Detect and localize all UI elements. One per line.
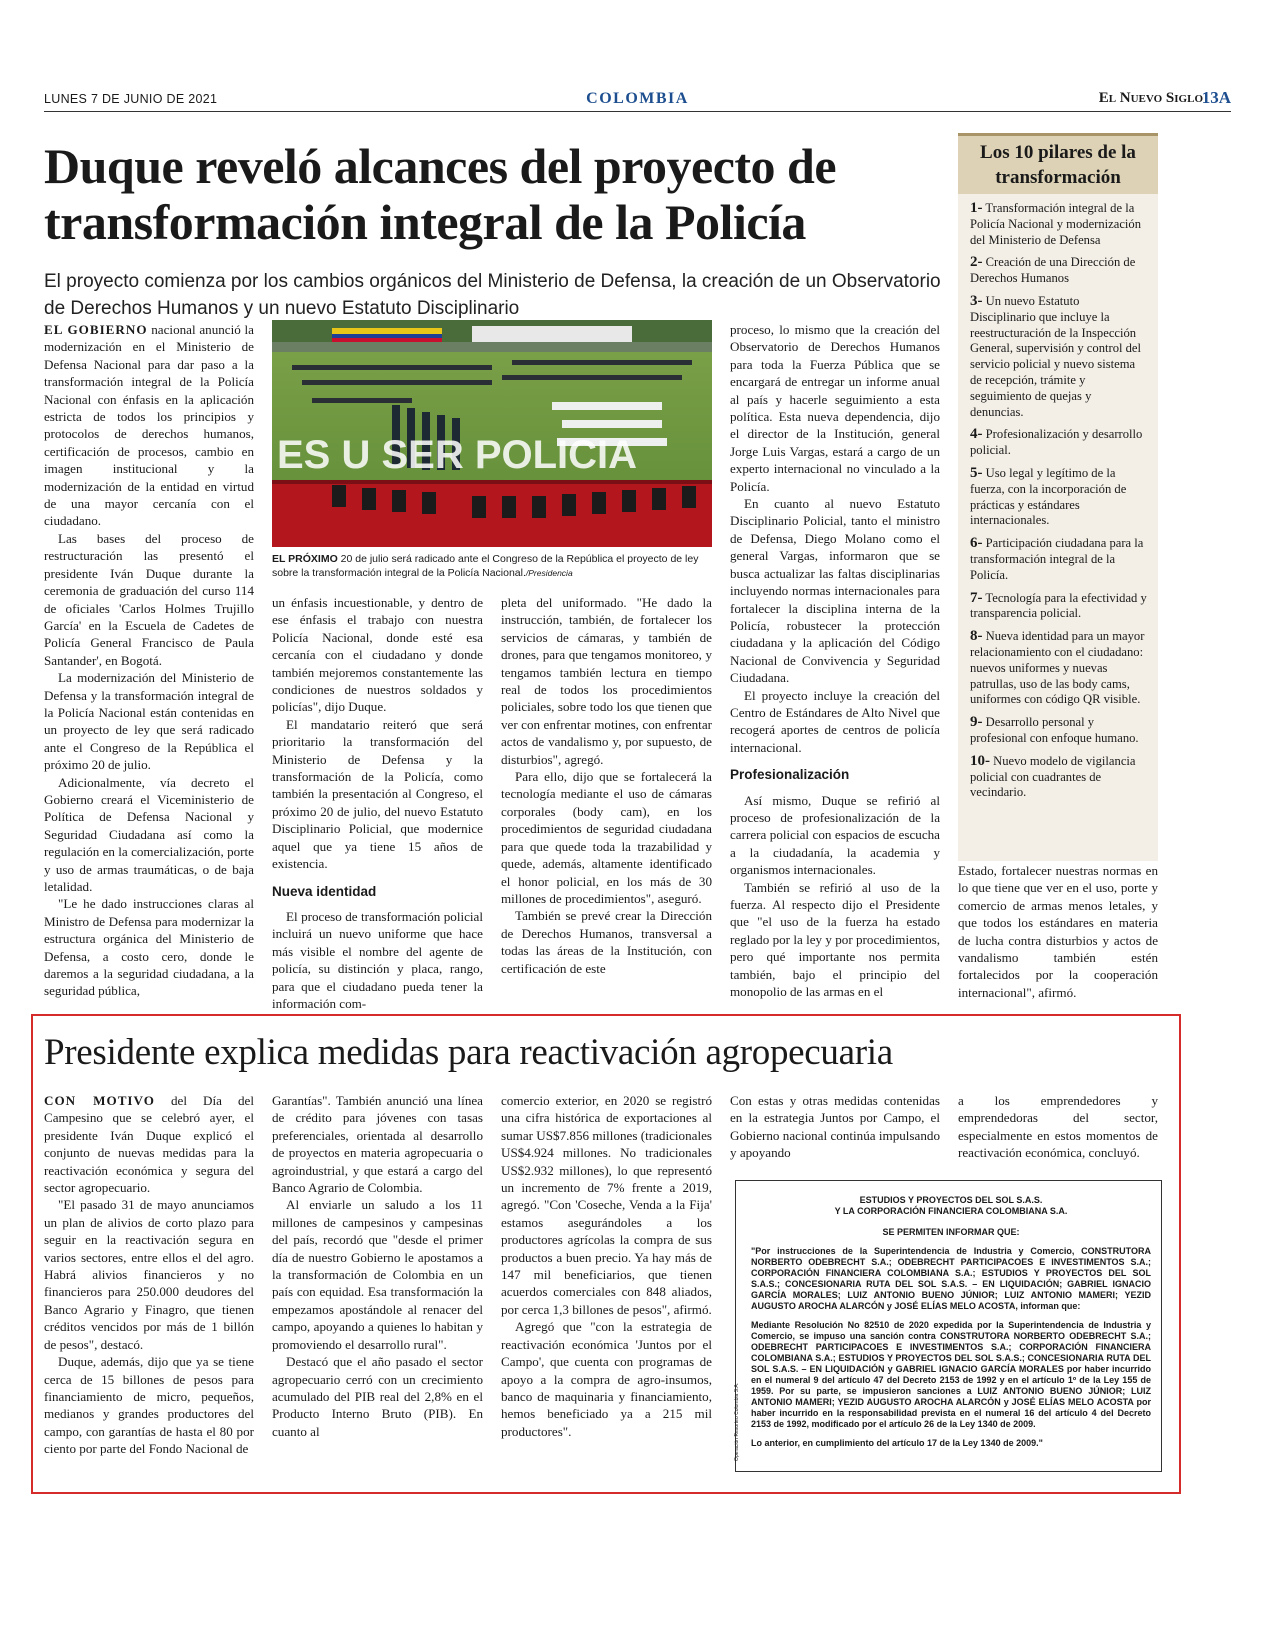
paragraph: También se prevé crear la Dirección de Derechos Humanos, transversal a todas las áreas de la Institución, con certificación de este	[501, 908, 712, 976]
paragraph: También se refirió al uso de la fuerza. Al respecto dijo el Presidente que "el uso de la fuerza ha estado reglado por la ley y por procedimientos, pero qué importante nos permita también, bajo el principio del monopolio de las armas en el	[730, 879, 940, 1000]
article-column-2	[272, 594, 483, 1012]
paragraph: La modernización del Ministerio de Defensa y la transformación integral de la Policía Nacional están contenidas en un proyecto de ley que será radicado ante el Congreso de la República el próximo 20 de julio.	[44, 670, 254, 773]
lead-word: EL GOBIERNO	[44, 322, 148, 337]
pillar-number: 2-	[970, 254, 983, 271]
paragraph: del Día del Campesino que se celebró ayer, el presidente Iván Duque explicó el conjunto de nuevas medidas para la reactivación económica y segura del sector agropecuario.	[44, 1093, 255, 1196]
pillar-number: 6-	[970, 535, 983, 552]
pillar-number: 1-	[970, 200, 983, 216]
paragraph: proceso, lo mismo que la creación del Observatorio de Derechos Humanos para toda la Fuerza Pública que se encargará de entregar un informe anual al país y hacerle seguimiento a esta política. Esta nueva dependencia, dijo el director de la Institución, general Jorge Luis Vargas, estará a cargo de un experto internacional no vinculado a la Policía.	[730, 322, 940, 494]
article2-column-3	[501, 1092, 712, 1440]
paragraph: un énfasis incuestionable, y dentro de ese énfasis el trabajo con nuestra Policía Nacional, donde esté esa cercanía con el ciudadano y donde también mejoremos constantemente las condiciones de nuestros soldados y policías", dijo Duque.	[272, 595, 483, 715]
subheading: Profesionalización	[730, 767, 850, 783]
pillar-text: Uso legal y legítimo de la fuerza, con la incorporación de prácticas y estándares internacionales.	[970, 465, 1127, 528]
notice-vertical-text: Operación Resorteo Colombia S.A.	[734, 1382, 740, 1461]
photo-credit: /Presidencia	[525, 568, 573, 578]
pillar-item	[970, 255, 1148, 287]
pillar-item	[970, 754, 1148, 801]
pillar-text: Nuevo modelo de vigilancia policial con cuadrantes de vecindario.	[970, 753, 1136, 800]
paragraph: pleta del uniformado. "He dado la instrucción, también, de fortalecer los servicios de cámaras, y también de drones, para que tengamos monitoreo, y tengamos también lectura en tiempo real de todos los procedimientos policiales, sobre todo los que tienen que ver con enfrentar motines, con enfrentar actos de vandalismo y, por supuesto, de disturbios", agregó.	[501, 595, 712, 767]
pillar-text: Profesionalización y desarrollo policial.	[970, 427, 1143, 458]
pillar-text: Desarrollo personal y profesional con enfoque humano.	[970, 715, 1139, 745]
article-column-3	[501, 594, 712, 977]
pillar-number: 4-	[970, 426, 983, 443]
pillar-item	[970, 427, 1148, 459]
notice-heading: Y LA CORPORACIÓN FINANCIERA COLOMBIANA S.A.	[834, 1206, 1068, 1216]
paragraph: Las bases del proceso de restructuración las presentó el presidente Iván Duque durante la ceremonia de graduación del curso 114 de oficiales 'Carlos Holmes Trujillo García' en la Escuela de Cadetes de Policía General Francisco de Paula Santander', en Bogotá.	[44, 530, 254, 668]
ceremony-photo	[272, 320, 712, 547]
lead-word: CON MOTIVO	[44, 1093, 155, 1108]
paragraph: En cuanto al nuevo Estatuto Disciplinario Policial, tanto el ministro de Defensa, Diego Molano como el general Vargas, informaron que se busca actualizar las faltas disciplinarias incluyendo normas internacionales para fortalecer la disciplina interna de la Policía, robustecer la protección ciudadana y la aplicación del Código Nacional de Convivencia y Seguridad Ciudadana.	[730, 496, 940, 686]
notice-subheading: SE PERMITEN INFORMAR QUE:	[882, 1227, 1020, 1237]
paragraph: Así mismo, Duque se refirió al proceso de profesionalización de la carrera policial con espacios de escucha a la ciudadanía, la academia y organismos internacionales.	[730, 792, 940, 878]
newspaper-brand: El Nuevo Siglo	[1098, 90, 1203, 106]
section-name: COLOMBIA	[586, 90, 689, 107]
paragraph: Para ello, dijo que se fortalecerá la tecnología mediante el uso de cámaras corporales (body cam), en los procedimientos de seguridad ciudadana para que quede toda la trazabilidad y quede, además, altamente identificado el honor policial, en los más de 30 millones de procedimientos", aseguró.	[501, 769, 712, 906]
paragraph: "El pasado 31 de mayo anunciamos un plan de alivios de corto plazo para seguir en la reactivación segura en varios sectores, entre ellos el del agro. Habrá alivios financieros y no financieros para 250.000 deudores del Banco Agrario y Finagro, que tienen créditos vencidos por más de 1 billón de pesos", destacó.	[44, 1197, 254, 1352]
legal-notice	[735, 1180, 1162, 1472]
pillar-number: 3-	[970, 292, 983, 309]
article-headline: Duque reveló alcances del proyecto de transformación integral de la Policía	[44, 138, 837, 250]
subheading: Nueva identidad	[272, 883, 377, 899]
paragraph: Adicionalmente, vía decreto el Gobierno creará el Viceministerio de Política de Defensa Nacional y Seguridad Ciudadana así como la regulación en la comercialización, porte y uso de armas traumáticas, o de baja letalidad.	[44, 774, 254, 894]
pillar-text: Un nuevo Estatuto Disciplinario que incluye la reestructuración de la Inspección General, supervisión y control del servicio policial y nuevo sistema de recepción, trámite y seguimiento de quejas y denuncias.	[970, 293, 1142, 419]
caption-lead: EL PRÓXIMO	[272, 553, 338, 565]
paragraph: El proceso de transformación policial incluirá un nuevo uniforme que hace más visible el nombre del agente de policía, su distinción y placa, rango, para que el ciudadano pueda tener la información com-	[272, 908, 483, 1011]
paragraph: nacional anunció la modernización en el Ministerio de Defensa Nacional para dar paso a la transformación integral de la Policía Nacional con énfasis en la aplicación estricta de todos los principios y protocolos de derechos humanos, certificación de procesos, cambio en imagen institucional y la modernización de la entidad en virtud de una mayor cercanía con el ciudadano.	[44, 322, 254, 529]
paragraph: Agregó que "con la estrategia de reactivación económica 'Juntos por el Campo', que cuenta con programas de apoyo a la compra de agro-insumos, banco de maquinaria y financiamiento, hemos beneficiado ya a 215 mil productores".	[501, 1319, 712, 1439]
caption-text: 20 de julio será radicado ante el Congreso de la República el proyecto de ley sobre la transformación integral de la Policía Nacional.	[272, 553, 699, 579]
article2-column-5	[958, 1092, 1158, 1162]
page-number: 13A	[1201, 88, 1231, 107]
paragraph: Al enviarle un saludo a los 11 millones de campesinos y campesinas del país, recordó que "desde el primer día de nuestro Gobierno le apostamos a la transformación de Colombia en un país con equidad. Esa transformación la empezamos apostándole al renacer del campo, apoyando a quienes lo habitan y promoviendo el desarrollo rural".	[272, 1197, 483, 1352]
header-rule	[44, 111, 1231, 112]
paragraph: El proyecto incluye la creación del Centro de Estándares de Alto Nivel que recogerá aportes de centros de policía internacional.	[730, 687, 940, 755]
photo-caption	[272, 552, 712, 580]
pillar-number: 8-	[970, 628, 983, 645]
notice-paragraph: "Por instrucciones de la Superintendencia de Industria y Comercio, CONSTRUTORA NORBERTO ODEBRECHT S.A.; ODEBRECHT PARTICIPACOES E INVESTIMENTOS S.A.; CORPORACIÓN FINANCIERA COLOMBIANA S.A.; ESTUDIOS Y PROYECTOS DEL SOL S.A.S.; CONCESIONARIA RUTA DEL SOL S.A.S. – EN LIQUIDACIÓN; GABRIEL IGNACIO GARCÍA MORALES; LUIZ ANTONIO BUENO JÚNIOR; LUIZ ANTONIO MAMERI; YEZID AUGUSTO AROCHA ALARCÓN y JOSÉ ELÍAS MELO ACOSTA, informan que:	[751, 1246, 1151, 1311]
pillar-item	[970, 629, 1148, 708]
pillar-text: Participación ciudadana para la transformación integral de la Policía.	[970, 536, 1144, 582]
pillar-text: Nueva identidad para un mayor relacionamiento con el ciudadano: nuevos uniformes y nuevas patrullas, uso de las body cams, uniformes con código QR visible.	[970, 629, 1145, 707]
photo-lettering: ES U SER POLICIA	[277, 433, 638, 477]
article-column-5	[958, 862, 1158, 1001]
pillar-item	[970, 715, 1148, 747]
pillar-item	[970, 294, 1148, 420]
article2-headline: Presidente explica medidas para reactivación agropecuaria	[44, 1032, 893, 1073]
pillar-item	[970, 591, 1148, 623]
paragraph: Garantías". También anunció una línea de crédito para jóvenes con tasas preferenciales, orientada al desarrollo de proyectos en materia agropecuaria o agroindustrial, y que estará a cargo del Banco Agrario de Colombia.	[272, 1093, 483, 1196]
pillar-number: 5-	[970, 464, 983, 481]
issue-date: LUNES 7 DE JUNIO DE 2021	[44, 92, 218, 106]
pillar-text: Creación de una Dirección de Derechos Humanos	[970, 255, 1136, 286]
paragraph: Duque, además, dijo que ya se tiene cerca de 15 billones de pesos para financiamiento de micro, pequeños, medianos y grandes productores del campo, con garantías de hasta el 80 por ciento por parte del Fondo Nacional de	[44, 1354, 254, 1457]
paragraph: "Le he dado instrucciones claras al Ministro de Defensa para modernizar la estructura orgánica del Ministerio de Defensa, a costo cero, donde le daremos a la seguridad ciudadana, a la seguridad pública,	[44, 896, 254, 999]
pillar-number: 9-	[970, 714, 983, 731]
article-column-1	[44, 321, 254, 1000]
pillar-number: 7-	[970, 589, 983, 606]
pillar-text: Tecnología para la efectividad y transparencia policial.	[970, 590, 1147, 621]
notice-paragraph: Mediante Resolución No 82510 de 2020 expedida por la Superintendencia de Industria y Comercio, se impuso una sanción contra CONSTRUTORA NORBERTO ODEBRECHT S.A.; ODEBRECHT PARTICIPACOES E INVESTIMENTOS S.A.; CORPORACIÓN FINANCIERA COLOMBIANA S.A.; ESTUDIOS Y PROYECTOS DEL SOL S.A.S.; CONCESIONARIA RUTA DEL SOL S.A.S. – EN LIQUIDACIÓN y GABRIEL IGNACIO GARCÍA MORALES por haber incurrido en el numeral 9 del artículo 47 del Decreto 2153 de 1992 y en el artículo 1º de la Ley 155 de 1959. Por su parte, se impusieron sanciones a LUIZ ANTONIO BUENO JÚNIOR; LUIZ ANTONIO MAMERI; YEZID AUGUSTO AROCHA ALARCÓN y JOSÉ ELÍAS MELO ACOSTA por haber incurrido en la responsabilidad prevista en el numeral 16 del artículo 4 del Decreto 2153 de 1992, modificado por el artículo 26 de la Ley 1340 de 2009.	[751, 1320, 1151, 1429]
paragraph: El mandatario reiteró que será prioritario la transformación del Ministerio de Defensa y la transformación de la Policía, como también la presentación al Congreso, el próximo 20 de julio, del nuevo Estatuto Disciplinario Policial, que modernice aquel que ya tiene 15 años de existencia.	[272, 716, 483, 872]
pillar-number: 10-	[970, 752, 990, 769]
pillars-sidebar	[958, 133, 1158, 861]
article-column-4	[730, 321, 940, 1000]
article2-column-2	[272, 1092, 483, 1440]
paragraph: Con estas y otras medidas contenidas en la estrategia Juntos por Campo, el Gobierno nacional continúa impulsando y apoyando	[730, 1093, 940, 1161]
pillar-item	[970, 536, 1148, 583]
pillar-text: Transformación integral de la Policía Nacional y modernización del Ministerio de Defensa	[970, 201, 1142, 247]
article-deck: El proyecto comienza por los cambios orgánicos del Ministerio de Defensa, la creación de un Observatorio de Derechos Humanos y un nuevo Estatuto Disciplinario	[44, 271, 941, 319]
article2-column-4	[730, 1092, 940, 1162]
notice-heading: ESTUDIOS Y PROYECTOS DEL SOL S.A.S.	[859, 1195, 1043, 1205]
paragraph: a los emprendedores y emprendedoras del sector, especialmente en estos momentos de reactivación económica, concluyó.	[958, 1093, 1158, 1161]
sidebar-title: Los 10 pilares de la transformación	[958, 136, 1158, 194]
paragraph: Destacó que el año pasado el sector agropecuario cerró con un crecimiento acumulado del PIB real del 2,8% en el Producto Interno Bruto (PIB). En cuanto al	[272, 1354, 483, 1439]
paragraph: comercio exterior, en 2020 se registró una cifra histórica de exportaciones al sumar US$7.856 millones (tradicionales US$4.924 millones. No tradicionales US$2.932 millones), lo que representó un incremento de 7% frente a 2019, agregó. "Con 'Coseche, Venda a la Fija' estamos asegurándoles a los productores agrícolas la compra de sus productos a buen precio. Ya hay más de 147 mil beneficiarios, que tienen acuerdos comerciales con 848 aliados, por cerca 1,3 billones de pesos", afirmó.	[501, 1093, 712, 1317]
notice-paragraph: Lo anterior, en cumplimiento del artículo 17 de la Ley 1340 de 2009."	[751, 1438, 1043, 1448]
article2-column-1	[44, 1092, 254, 1458]
pillar-item	[970, 466, 1148, 529]
paragraph: Estado, fortalecer nuestras normas en lo que tiene que ver en el uso, porte y comercio de armas menos letales, y que todos los estándares en materia de lucha contra disturbios y actos de vandalismo también estén fortalecidos por la cooperación internacional", afirmó.	[958, 863, 1158, 1000]
pillar-item	[970, 201, 1148, 248]
